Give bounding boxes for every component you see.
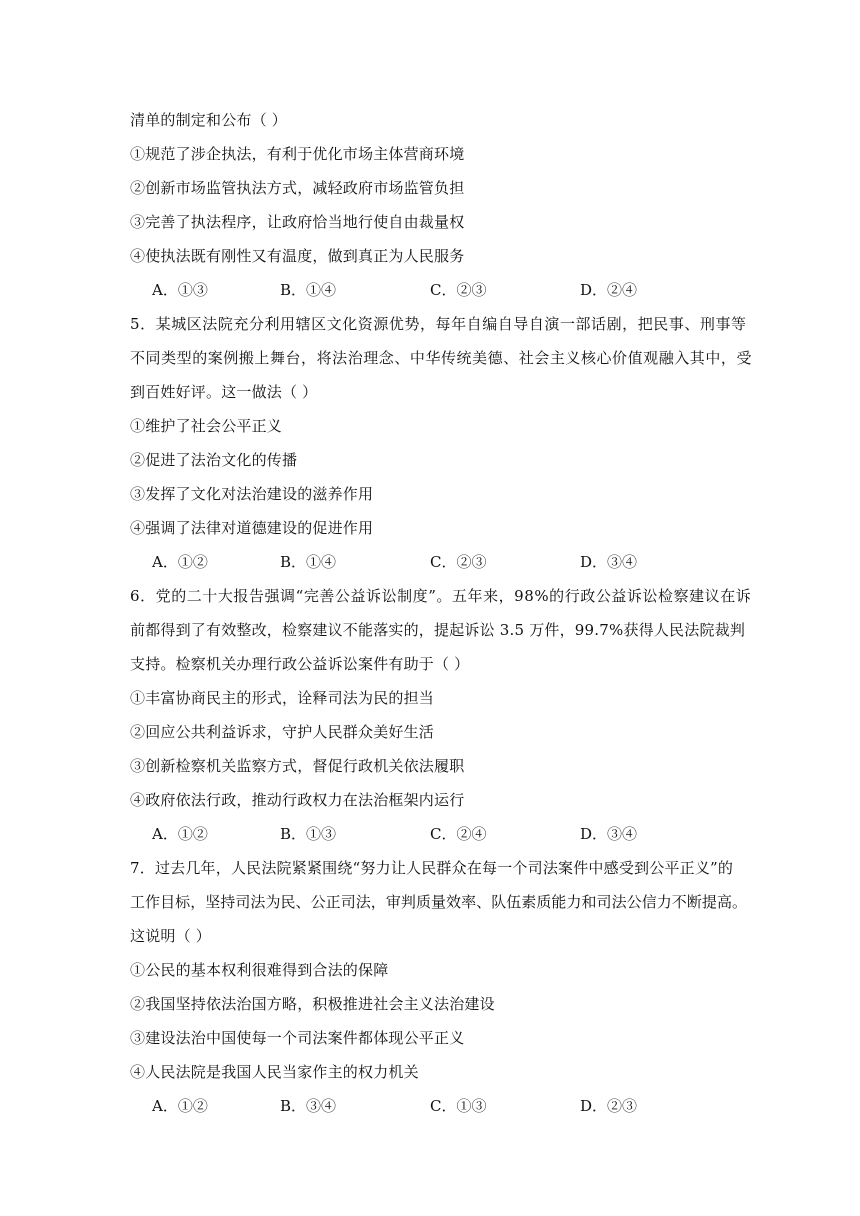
question-4-statement-3: ③完善了执法程序，让政府恰当地行使自由裁量权	[130, 213, 465, 231]
question-5-option-c: C．②③	[430, 553, 487, 571]
question-7-option-d: D．②③	[580, 1097, 638, 1115]
question-7-option-b: B．③④	[280, 1097, 337, 1115]
question-6-statement-3: ③创新检察机关监察方式，督促行政机关依法履职	[130, 757, 465, 775]
question-6-statement-1: ①丰富协商民主的形式，诠释司法为民的担当	[130, 689, 435, 707]
question-5-option-b: B．①④	[280, 553, 337, 571]
question-7-stem-line-3: 这说明（ ）	[130, 927, 211, 945]
question-4-option-a: A．①③	[152, 281, 208, 299]
question-6-option-c: C．②④	[430, 825, 487, 843]
question-5-statement-4: ④强调了法律对道德建设的促进作用	[130, 519, 374, 537]
question-5-option-d: D．③④	[580, 553, 638, 571]
question-5-option-a: A．①②	[152, 553, 208, 571]
question-7-statement-4: ④人民法院是我国人民当家作主的权力机关	[130, 1063, 419, 1081]
question-5-statement-1: ①维护了社会公平正义	[130, 417, 283, 435]
question-4-statement-1: ①规范了涉企执法，有利于优化市场主体营商环境	[130, 145, 465, 163]
question-5-statement-3: ③发挥了文化对法治建设的滋养作用	[130, 485, 374, 503]
question-4-option-d: D．②④	[580, 281, 638, 299]
question-7-stem-line-2: 工作目标，坚持司法为民、公正司法，审判质量效率、队伍素质能力和司法公信力不断提高。	[130, 893, 748, 911]
question-6-stem-line-3: 支持。检察机关办理行政公益诉讼案件有助于（ ）	[130, 655, 470, 673]
question-5-statement-2: ②促进了法治文化的传播	[130, 451, 298, 469]
question-6-stem-line-1: 6．党的二十大报告强调“完善公益诉讼制度”。五年来，98%的行政公益诉讼检察建议在诉	[130, 587, 752, 605]
question-7-statement-3: ③建设法治中国使每一个司法案件都体现公平正义	[130, 1029, 465, 1047]
question-7-option-c: C．①③	[430, 1097, 487, 1115]
question-7-stem-line-1: 7．过去几年，人民法院紧紧围绕“努力让人民群众在每一个司法案件中感受到公平正义”的	[130, 859, 734, 877]
question-4-statement-4: ④使执法既有刚性又有温度，做到真正为人民服务	[130, 247, 465, 265]
question-6-option-a: A．①②	[152, 825, 208, 843]
question-6-stem-line-2: 前都得到了有效整改，检察建议不能落实的，提起诉讼 3.5 万件，99.7%获得人民法院裁判	[130, 621, 746, 639]
question-7-statement-1: ①公民的基本权利很难得到合法的保障	[130, 961, 389, 979]
question-4-option-c: C．②③	[430, 281, 487, 299]
question-7-statement-2: ②我国坚持依法治国方略，积极推进社会主义法治建设	[130, 995, 495, 1013]
question-5-stem-line-1: 5．某城区法院充分利用辖区文化资源优势，每年自编自导自演一部话剧，把民事、刑事等	[130, 315, 747, 333]
question-5-stem-line-3: 到百姓好评。这一做法（ ）	[130, 383, 318, 401]
question-7-option-a: A．①②	[152, 1097, 208, 1115]
question-6-option-d: D．③④	[580, 825, 638, 843]
question-4-option-b: B．①④	[280, 281, 337, 299]
question-6-statement-4: ④政府依法行政，推动行政权力在法治框架内运行	[130, 791, 465, 809]
question-4-stem: 清单的制定和公布（ ）	[130, 111, 287, 129]
question-4-statement-2: ②创新市场监管执法方式，减轻政府市场监管负担	[130, 179, 465, 197]
question-6-option-b: B．①③	[280, 825, 337, 843]
question-6-statement-2: ②回应公共利益诉求，守护人民群众美好生活	[130, 723, 435, 741]
question-5-stem-line-2: 不同类型的案例搬上舞台，将法治理念、中华传统美德、社会主义核心价值观融入其中，受	[130, 349, 753, 367]
